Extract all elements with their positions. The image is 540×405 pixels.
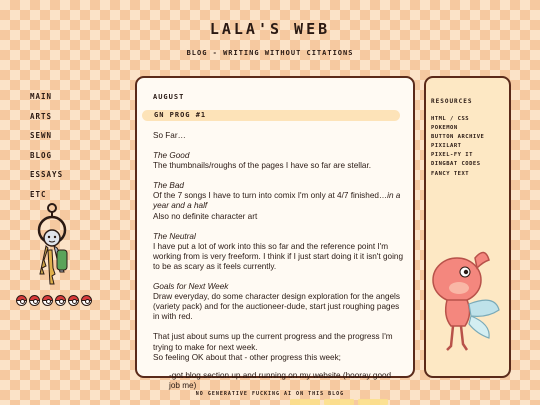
blog-post-panel[interactable] — [135, 76, 415, 390]
section-neutral — [153, 232, 403, 272]
resource-link-pokemon[interactable]: POKEMON — [431, 125, 458, 132]
resource-link-html-css[interactable]: HTML / CSS — [431, 116, 470, 122]
nav-link-sewn[interactable]: SEWN — [30, 131, 53, 140]
summary-text-1: That just about sums up the current progress and the progress I'm trying to make for next week. — [153, 332, 393, 352]
pokeball-row — [16, 295, 92, 306]
post-intro: So Far… — [153, 131, 186, 140]
nav-link-essays[interactable]: ESSAYS — [30, 170, 64, 179]
post-heading: GN PROG #1 — [154, 111, 207, 119]
resource-link-fancy-text[interactable]: FANCY TEXT — [431, 170, 470, 177]
pokeball-icon — [55, 295, 66, 306]
bad-text: Of the 7 songs I have to turn into comix I'm only at 4/7 finished… — [153, 191, 388, 201]
goals-text: Draw everyday, do some character design exploration for the angels (variety pack) and for the auctioneer-dude, start just roughing pages in with red. — [153, 292, 400, 322]
footer-button-strip — [290, 399, 388, 405]
main-nav — [30, 92, 63, 209]
nav-link-main[interactable]: MAIN — [30, 92, 53, 101]
bad-heading: The Bad — [153, 181, 184, 191]
bad-text-2: Also no definite character art — [153, 211, 258, 221]
nav-link-etc[interactable]: ETC — [30, 189, 47, 199]
goals-heading: Goals for Next Week — [153, 282, 229, 292]
resource-link-button-archive[interactable]: BUTTON ARCHIVE — [431, 134, 485, 141]
post-body — [153, 131, 403, 401]
klefki-keychain-icon — [30, 202, 75, 288]
good-text: The thumbnails/roughs of the pages I have so far are stellar. — [153, 161, 372, 171]
resources-sidebar — [424, 76, 511, 378]
nav-link-arts[interactable]: ARTS — [30, 111, 53, 121]
section-bad — [153, 181, 403, 221]
summary-paragraph — [153, 332, 403, 362]
section-good — [153, 151, 403, 171]
site-title: LALA'S WEB — [209, 20, 331, 38]
hoppip-bird-icon — [429, 238, 509, 358]
good-heading: The Good — [153, 151, 190, 161]
neutral-heading: The Neutral — [153, 231, 196, 241]
post-heading-bar — [142, 110, 400, 121]
resource-link-pixel-fy-it[interactable]: PIXEL-FY IT — [431, 152, 473, 159]
footer-notice: NO GENERATIVE FUCKING AI ON THIS BLOG — [195, 391, 345, 397]
resources-title: RESOURCES — [431, 98, 473, 105]
post-month: AUGUST — [153, 93, 185, 101]
footer-button[interactable] — [358, 399, 388, 405]
footer-button[interactable] — [324, 399, 354, 405]
footer-button[interactable] — [290, 399, 320, 405]
progress-list-item: -got blog section up and running on my website (hooray good job me) — [169, 370, 392, 390]
site-subtitle: BLOG - WRITING WITHOUT CITATIONS — [186, 49, 354, 57]
pokeball-icon — [68, 295, 79, 306]
pokeball-icon — [81, 295, 92, 306]
neutral-text: I have put a lot of work into this so far and the reference point I'm working from is very freeform. I think if I just start doing it it isn't going to be as scary as it feels currently. — [153, 241, 404, 271]
summary-text-2: So feeling OK about that - other progress this week; — [153, 352, 341, 362]
resources-list — [431, 115, 484, 179]
nav-link-blog[interactable]: BLOG — [30, 150, 53, 160]
resource-link-dingbat-codes[interactable]: DINGBAT CODES — [431, 161, 481, 168]
pokeball-icon — [16, 295, 27, 306]
section-goals — [153, 282, 403, 322]
pokeball-icon — [29, 295, 40, 306]
resource-link-pixilart[interactable]: PIXILART — [431, 143, 462, 150]
pokeball-icon — [42, 295, 53, 306]
bad-text-emphasis: in a year and a half — [153, 191, 401, 211]
